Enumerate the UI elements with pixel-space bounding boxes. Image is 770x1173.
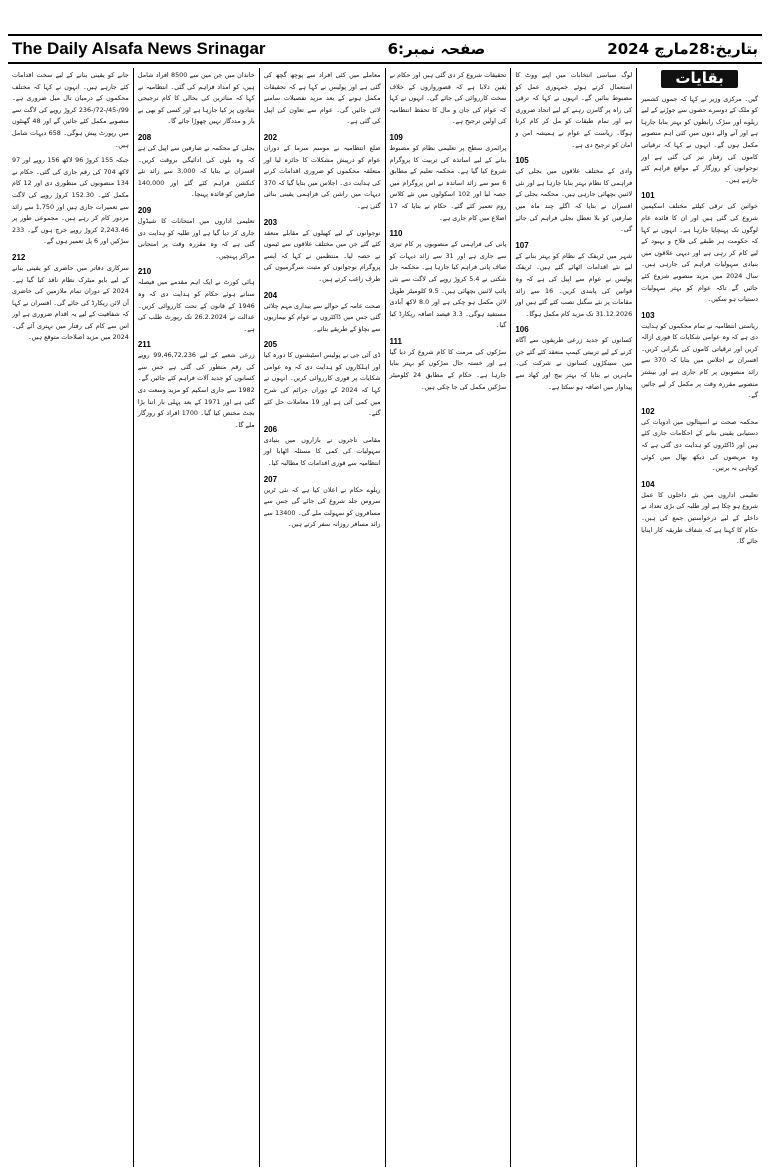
story-number: 208	[137, 132, 152, 142]
column-4	[259, 68, 385, 1167]
story	[641, 406, 758, 475]
story-text: ضلع انتظامیہ نے موسم سرما کے دوران عوام کو درپیش مشکلات کا جائزہ لیا اور متعلقہ محکموں کو ضروری اقدامات کرنے کی ہدایت دی۔ اجلاس میں بتایا گیا کہ 370 دیہات میں راشن کی فراہمی یقینی بنائی گئی ہے۔	[263, 143, 381, 210]
story-text: گیں۔ مرکزی وزیر نے کہا کہ جموں کشمیر کو ملک کے دوسرے حصوں سے جوڑنے کے لیے ریلوے اور سڑک رابطوں کو بہتر بنایا جارہا ہے اور آنے والے دنوں میں کئی اہم منصوبے مکمل ہوں گے۔ انہوں نے کہا کہ ترقیاتی کاموں کی رفتار تیز کی گئی ہے اور نوجوانوں کو روزگار کے مواقع فراہم کئے جارہے ہیں۔	[641, 94, 758, 184]
story	[264, 339, 381, 420]
section-banner	[641, 70, 758, 88]
column-1	[636, 68, 762, 1167]
column-3	[385, 68, 511, 1167]
story-text: پانی کی فراہمی کے منصوبوں پر کام تیزی سے جاری ہے اور 31 سے زائد دیہات کو صاف پانی فراہم کیا جارہا ہے۔ محکمہ جل شکتی نے 5.4 کروڑ روپے کی لاگت سے نئی پائپ لائنیں بچھائی ہیں۔ 9.5 کلومیٹر طویل لائن مکمل ہو چکی ہے اور 8.0 لاکھ آبادی مستفید ہوگی۔ 3.3 فیصد اضافہ ریکارڈ کیا گیا۔	[389, 240, 507, 330]
story	[641, 190, 758, 305]
story-text: شہر میں ٹریفک کے نظام کو بہتر بنانے کے لیے نئے اقدامات اٹھائے گئے ہیں۔ ٹریفک پولیس نے عوام سے اپیل کی ہے کہ وہ قوانین کی پابندی کریں۔ 16 سے زائد مقامات پر نئے سگنل نصب کئے گئے ہیں اور 31.12.2026 تک مزید کام مکمل ہوگا۔	[515, 251, 633, 318]
story	[390, 70, 507, 128]
story	[264, 424, 381, 470]
story-number: 109	[389, 132, 403, 142]
story-number: 205	[263, 340, 278, 350]
story	[641, 94, 758, 187]
story	[264, 217, 381, 286]
story-text: ریلوے حکام نے اعلان کیا ہے کہ نئی ٹرین سروس جلد شروع کی جائے گی جس سے مسافروں کو سہولت ملے گی۔ 13400 سے زائد مسافر روزانہ سفر کرتے ہیں۔	[263, 485, 381, 529]
article-columns	[8, 68, 762, 1167]
story	[515, 324, 632, 393]
story	[515, 155, 632, 236]
story	[12, 252, 129, 344]
story-text: لوگ سیاسی انتخابات میں اپنے ووٹ کا استعمال کرتے ہوئے جمہوری عمل کو مضبوط بنائیں گے۔ انہوں نے کہا کہ ترقی کی راہ پر گامزن رہنے کے لیے اتحاد ضروری ہے اور تمام طبقات کو مل کر کام کرنا ہوگا۔ ریاست کے عوام نے ہمیشہ امن و امان کو ترجیح دی ہے۔	[515, 71, 633, 149]
column-6	[8, 68, 133, 1167]
story-text: جبکہ 155 کروڑ 96 لاکھ 156 روپے اور 97 لاکھ 704 کی رقم جاری کی گئی۔ حکام نے 134 منصوبوں کی منظوری دی اور 12 کام مکمل کئے۔ 152.30 کروڑ روپے کی لاگت سے تعمیرات جاری ہیں اور 1,750 سے زائد مزدور کام کر رہے ہیں۔ مجموعی طور پر 2,243.46 کروڑ روپے خرچ ہوں گے۔ 233 سڑکیں اور 6 پل تعمیر ہوں گے۔	[12, 156, 129, 246]
story-number: 207	[263, 474, 278, 484]
page-number-label: صفحہ نمبر:6	[387, 40, 486, 58]
story-number: 202	[263, 132, 278, 142]
story-text: نوجوانوں کے لیے کھیلوں کے مقابلے منعقد کئے گئے جن میں مختلف علاقوں سے ٹیموں نے حصہ لیا۔ منتظمین نے کہا کہ ایسے پروگرام نوجوانوں کو مثبت سرگرمیوں کی طرف راغب کرتے ہیں۔	[263, 228, 381, 283]
story	[264, 474, 381, 531]
story-number: 101	[641, 191, 655, 201]
story-text: تحقیقات شروع کر دی گئی ہیں اور حکام نے یقین دلایا ہے کہ قصورواروں کے خلاف سخت کارروائی کی جائے گی۔ انہوں نے کہا کہ عوام کی جان و مال کا تحفظ انتظامیہ کی اولین ترجیح ہے۔	[389, 71, 507, 126]
story-number: 103	[641, 310, 655, 320]
story	[515, 70, 632, 151]
issue-date: بتاریخ:28مارچ 2024	[607, 40, 758, 58]
story	[138, 205, 255, 262]
story-text: تعلیمی اداروں میں امتحانات کا شیڈول جاری کر دیا گیا ہے اور طلبہ کو ہدایت دی گئی ہے کہ وہ مقررہ وقت پر امتحانی مراکز پہنچیں۔	[137, 216, 255, 260]
story	[138, 132, 255, 201]
story-number: 105	[515, 156, 529, 166]
story-text: ہائی کورٹ نے ایک اہم مقدمے میں فیصلہ سناتے ہوئے حکام کو ہدایت دی کہ وہ 1946 کے قانون کے تحت کارروائی کریں۔ عدالت نے 26.2.2024 تک رپورٹ طلب کی ہے۔	[137, 278, 255, 333]
story	[515, 240, 632, 321]
story	[264, 290, 381, 336]
section-title: بقایات	[661, 70, 737, 88]
story	[138, 339, 255, 431]
story-text: خاندان میں جن میں سے 8500 افراد شامل ہیں، کو امداد فراہم کی گئی۔ انتظامیہ نے کہا کہ متاثرین کی بحالی کا کام ترجیحی بنیادوں پر کیا جارہا ہے اور کسی کو بھی بے یار و مددگار نہیں چھوڑا جائے گا۔	[137, 71, 255, 126]
story-text: صحت عامہ کے حوالے سے بیداری مہم چلائی گئی جس میں ڈاکٹروں نے عوام کو بیماریوں سے بچاؤ کے طریقے بتائے۔	[263, 301, 381, 333]
story-number: 107	[515, 240, 529, 250]
story	[264, 132, 381, 213]
story-text: وادی کے مختلف علاقوں میں بجلی کی فراہمی کا نظام بہتر بنایا جارہا ہے اور نئی لائنیں بچھائی جارہی ہیں۔ محکمہ بجلی کے افسران نے بتایا کہ اگلے چند ماہ میں صارفین کو بلا تعطل بجلی فراہم کی جائے گی۔	[515, 167, 633, 234]
story	[12, 155, 129, 248]
story-text: سڑکوں کی مرمت کا کام شروع کر دیا گیا ہے اور خستہ حال سڑکوں کو بہتر بنایا جارہا ہے۔ حکام کے مطابق 24 کلومیٹر سڑکیں مکمل کی جا چکی ہیں۔	[389, 347, 507, 391]
story-number: 110	[389, 229, 403, 239]
story-text: ریاستی انتظامیہ نے تمام محکموں کو ہدایت دی ہے کہ وہ عوامی شکایات کا فوری ازالہ کریں اور ترقیاتی کاموں کی نگرانی کریں۔ افسران نے اجلاس میں بتایا کہ 370 سے زائد منصوبوں پر کام جاری ہے اور بیشتر منصوبے مقررہ وقت پر مکمل کر لیے جائیں گے۔	[641, 321, 758, 400]
masthead-title: The Daily Alsafa News Srinagar	[12, 39, 266, 58]
story-text: سرکاری دفاتر میں حاضری کو یقینی بنانے کے لیے بایو میٹرک نظام نافذ کیا گیا ہے۔ 2024 کے دوران تمام ملازمین کی حاضری آن لائن ریکارڈ کی جائے گی۔ افسران نے کہا کہ شفافیت کے لیے یہ اقدام ضروری ہے اور اس سے کام کی رفتار میں بہتری آئے گی۔ 2024 میں مزید اصلاحات متوقع ہیں۔	[12, 263, 129, 342]
story	[138, 70, 255, 128]
story-text: ڈی آئی جی نے پولیس اسٹیشنوں کا دورہ کیا اور اہلکاروں کو ہدایت دی کہ وہ عوامی شکایات پر فوری کارروائی کریں۔ انہوں نے کہا کہ 2024 کے دوران جرائم کی شرح میں کمی آئی ہے اور 19 معاملات حل کئے گئے۔	[263, 351, 381, 418]
story	[641, 479, 758, 548]
story-text: مقامی تاجروں نے بازاروں میں بنیادی سہولیات کی کمی کا مسئلہ اٹھایا اور انتظامیہ سے فوری اقدامات کا مطالبہ کیا۔	[263, 435, 381, 468]
column-2	[510, 68, 636, 1167]
story-number: 212	[12, 252, 26, 262]
story-number: 104	[641, 479, 655, 489]
story-text: بجلی کے محکمہ نے صارفین سے اپیل کی ہے کہ وہ بلوں کی ادائیگی بروقت کریں۔ افسران نے بتایا کہ 3,000 سے زائد نئے کنکشن فراہم کئے گئے اور 140,000 صارفین کو فائدہ پہنچا۔	[137, 143, 255, 199]
story-text: جانے کو یقینی بنانے کے لیے سخت اقدامات کئے جارہے ہیں۔ انہوں نے کہا کہ مختلف محکموں کے درمیان تال میل ضروری ہے۔ 99/-45/-72/-236 کروڑ روپے کی لاگت سے منصوبے مکمل کئے جائیں گے اور 48 گھنٹوں میں رپورٹ پیش ہوگی۔ 658 دیہات شامل ہیں۔	[12, 71, 129, 149]
story-number: 209	[137, 205, 152, 215]
story	[12, 70, 129, 151]
story-number: 102	[641, 406, 655, 416]
story	[390, 132, 507, 224]
story-text: معاملے میں کئی افراد سے پوچھ گچھ کی گئی ہے اور پولیس نے کہا ہے کہ تحقیقات مکمل ہونے کے بعد مزید تفصیلات سامنے لائی جائیں گی۔ عوام سے تعاون کی اپیل کی گئی ہے۔	[263, 71, 381, 126]
story	[264, 70, 381, 128]
story-text: کسانوں کو جدید زرعی طریقوں سے آگاہ کرنے کے لیے تربیتی کیمپ منعقد کئے گئے جن میں سینکڑوں کسانوں نے شرکت کی۔ ماہرین نے بتایا کہ بہتر بیج اور کھاد سے پیداوار میں اضافہ ہو سکتا ہے۔	[515, 336, 633, 391]
column-5	[133, 68, 259, 1167]
story-number: 206	[263, 424, 278, 434]
story-number: 106	[515, 325, 529, 335]
story-number: 204	[263, 290, 278, 300]
story	[641, 310, 758, 402]
story-text: تعلیمی اداروں میں نئے داخلوں کا عمل شروع ہو چکا ہے اور طلبہ کی بڑی تعداد نے داخلے کے لیے درخواستیں جمع کی ہیں۔ حکام کا کہنا ہے کہ شفاف طریقہ کار اپنایا جائے گا۔	[641, 490, 758, 546]
story-number: 111	[389, 336, 402, 346]
story	[390, 228, 507, 332]
story	[390, 336, 507, 393]
masthead	[8, 34, 762, 64]
story	[138, 266, 255, 335]
story-number: 210	[137, 267, 152, 277]
story-text: پرائمری سطح پر تعلیمی نظام کو مضبوط بنانے کے لیے اساتذہ کی تربیت کا پروگرام شروع کیا گیا ہے۔ محکمہ تعلیم کے مطابق 6 سو سے زائد اساتذہ نے اس پروگرام میں حصہ لیا اور 102 اسکولوں میں نئے کلاس روم تعمیر کئے گئے۔ حکام نے بتایا کہ 17 اضلاع میں کام جاری ہے۔	[389, 143, 507, 222]
story-text: خواتین کی ترقی کیلئے مختلف اسکیمیں شروع کی گئی ہیں اور ان کا فائدہ عام لوگوں تک پہنچایا جارہا ہے۔ انہوں نے کہا کہ حکومت ہر طبقے کی فلاح و بہبود کے لیے کام کر رہی ہے اور دیہی علاقوں میں بنیادی سہولیات فراہم کی جارہی ہیں۔ سال 2024 میں مزید منصوبے شروع کئے جائیں گے تاکہ عوام کو بہتر سہولیات دستیاب ہو سکیں۔	[641, 202, 759, 304]
story-number: 211	[137, 340, 151, 350]
story-text: زرعی شعبے کے لیے 99,46,72,236 روپے کی رقم منظور کی گئی ہے جس سے کسانوں کو جدید آلات فراہم کئے جائیں گے۔ 1982 سے جاری اسکیم کو مزید وسعت دی گئی ہے اور 1971 کے بعد پہلی بار اتنا بڑا بجٹ مختص کیا گیا۔ 1700 افراد کو روزگار ملے گا۔	[137, 351, 255, 429]
story-text: محکمہ صحت نے اسپتالوں میں ادویات کی دستیابی یقینی بنانے کے احکامات جاری کئے ہیں اور ڈاکٹروں کو ہدایت دی گئی ہے کہ وہ مریضوں کی دیکھ بھال میں کوئی کوتاہی نہ برتیں۔	[641, 417, 758, 473]
story-number: 203	[263, 217, 278, 227]
